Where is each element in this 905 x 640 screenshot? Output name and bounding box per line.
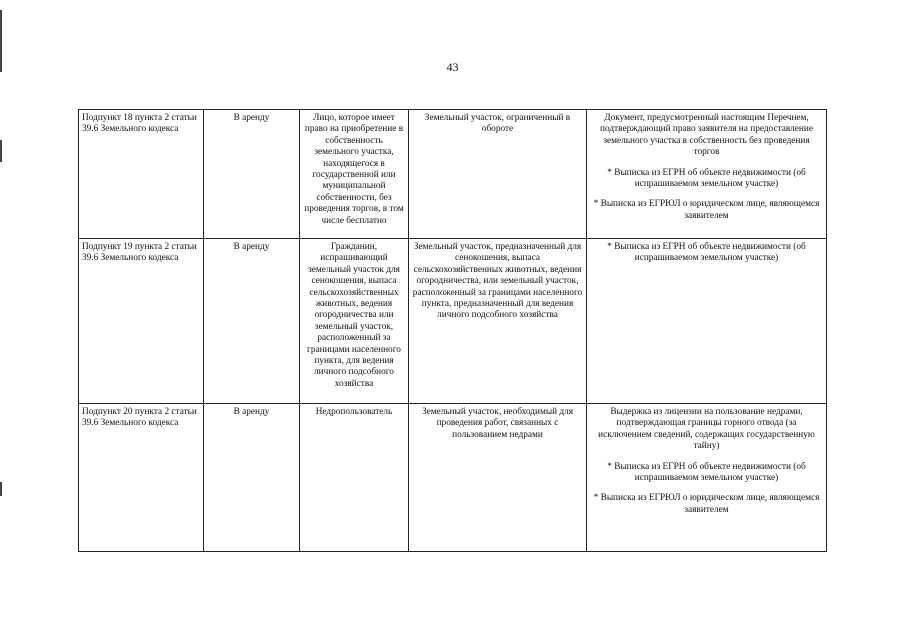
land-plot-cell: Земельный участок, необходимый для проведения работ, связанных с пользованием недрами [409,404,587,552]
document-item: Документ, предусмотренный настоящим Перечнем, подтверждающий право заявителя на предоставление земельного участка в собственность без проведения торгов [599,113,814,158]
document-item: * Выписка из ЕГРЮЛ о юридическом лице, являющемся заявителем [593,493,820,515]
document-item: * Выписка из ЕГРЮЛ о юридическом лице, являющемся заявителем [593,199,820,221]
page-number: 43 [446,60,459,74]
lease-type-cell: В аренду [204,404,300,552]
applicant-cell: Недропользователь [300,404,409,552]
basis-cell: Подпункт 19 пункта 2 статьи 39.6 Земельного кодекса [79,239,204,404]
documents-cell [587,110,827,239]
applicant-cell: Лицо, которое имеет право на приобретение в собственность земельного участка, находящегося в государственной или муниципальной собственности, без проведения торгов, в том числе бесплатно [300,110,409,239]
document-item: * Выписка из ЕГРН об объекте недвижимости (об испрашиваемом земельном участке) [607,242,806,264]
basis-cell: Подпункт 20 пункта 2 статьи 39.6 Земельного кодекса [79,404,204,552]
documents-cell [587,239,827,404]
lease-type-cell: В аренду [204,239,300,404]
scan-edge-mark [0,482,2,496]
table-row [79,239,827,404]
documents-cell [587,404,827,552]
lease-type-cell: В аренду [204,110,300,239]
basis-cell: Подпункт 18 пункта 2 статьи 39.6 Земельного кодекса [79,110,204,239]
applicant-cell: Гражданин, испрашивающий земельный участок для сенокошения, выпаса сельскохозяйственных животных, ведения огородничества или земельный участок, расположенный за границами населенного пункта, для ведения личного подсобного хозяйства [300,239,409,404]
land-plot-cell: Земельный участок, предназначенный для сенокошения, выпаса сельскохозяйственных животных, ведения огородничества, или земельный участок, расположенный за границами населенного пункта, предназначенный для ведения личного подсобного хозяйства [409,239,587,404]
document-item: * Выписка из ЕГРН об объекте недвижимости (об испрашиваемом земельном участке) [607,167,806,190]
table-row [79,110,827,239]
land-plot-cell: Земельный участок, ограниченный в обороте [409,110,587,239]
document-item: Выдержка из лицензии на пользование недрами, подтверждающая границы горного отвода (за исключением сведений, содержащих государственную тайну) [598,407,815,452]
requirements-table [78,109,827,552]
table-row [79,404,827,552]
document-item: * Выписка из ЕГРН об объекте недвижимости (об испрашиваемом земельном участке) [607,461,806,484]
scan-edge-mark [0,140,2,162]
